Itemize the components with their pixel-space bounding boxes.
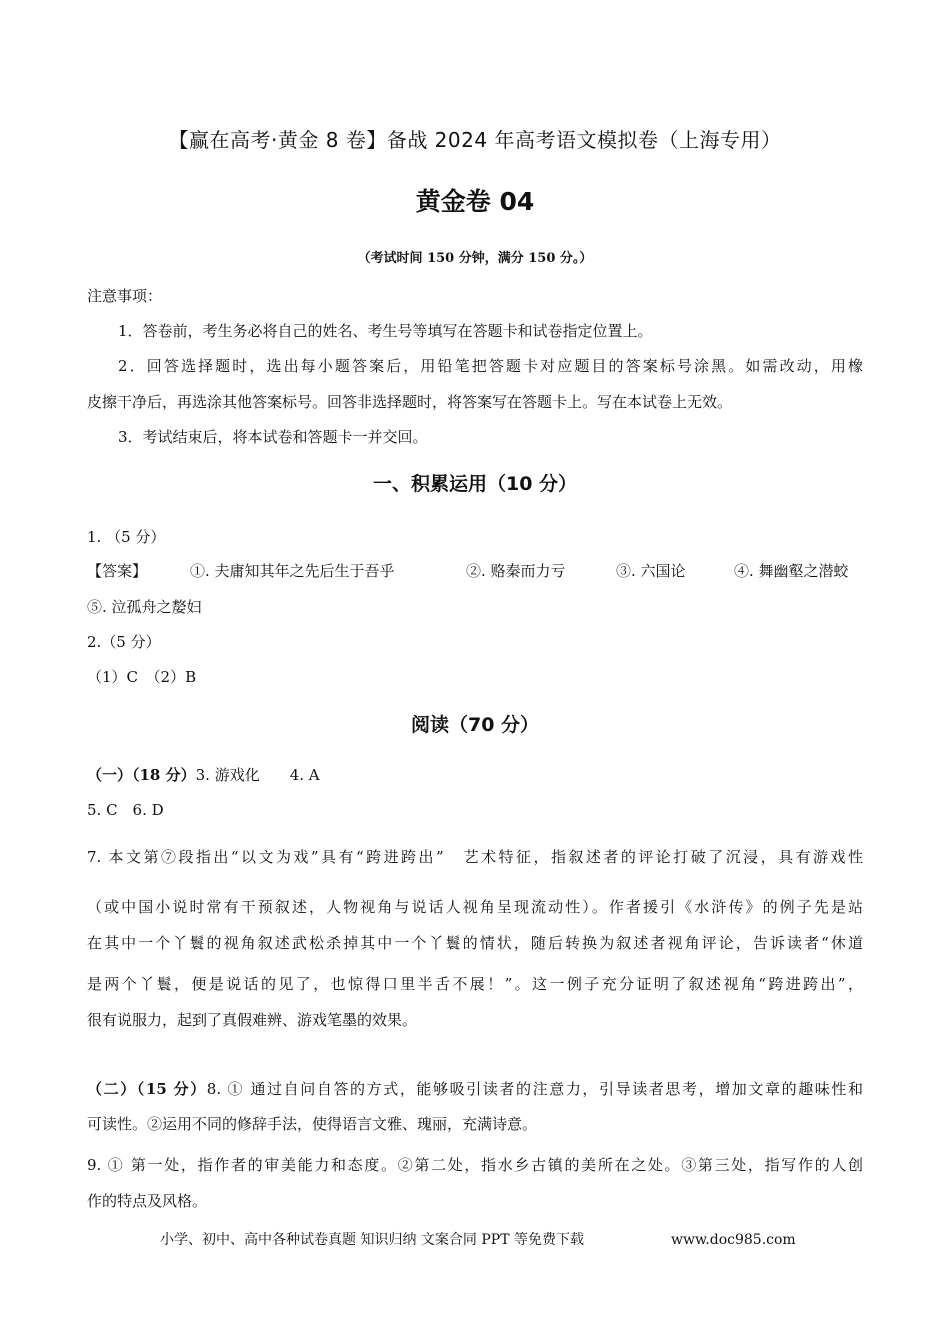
q1-answer-3: ③. 六国论 [616,562,686,580]
notice-item-2-line-1: 2．回答选择题时，选出每小题答案后，用铅笔把答题卡对应题目的答案标号涂黑。如需改动，用橡 [118,357,863,375]
q1-answer-row [87,560,867,582]
q7-line-1: 7. 本文第⑦段指出“以文为戏”具有“跨进跨出” 艺术特征，指叙述者的评论打破了沉浸，具有游戏性 [87,848,863,866]
q8-line-1: 8. ① 通过自问自答的方式，能够吸引读者的注意力，引导读者思考，增加文章的趣味性和 [206,1080,863,1098]
part-1-label: （一）（18 分） [87,766,196,784]
q7-line-5: 很有说服力，起到了真假难辨、游戏笔墨的效果。 [87,1011,418,1029]
main-title: 【赢在高考·黄金 8 卷】备战 2024 年高考语文模拟卷（上海专用） [168,128,782,152]
q1-answer-2: ②. 赂秦而力亏 [466,562,566,580]
q1-label: 1. （5 分） [87,528,166,546]
part-2-row [87,1078,863,1100]
answer-tag: 【答案】 [87,562,148,580]
q1-answer-4: ④. 舞幽壑之潜蛟 [734,562,849,580]
footer-text: 小学、初中、高中各种试卷真题 知识归纳 文案合同 PPT 等免费下载 [160,1232,584,1248]
part-1-answers: 3. 游戏化 4. A [195,766,320,784]
sub-title: 黄金卷 04 [415,187,535,216]
section-2-title: 阅读（70 分） [410,714,540,736]
q7-line-3: 在其中一个丫鬟的视角叙述武松杀掉其中一个丫鬟的情状，随后转换为叙述者视角评论，告诉读者“休道 [87,934,863,952]
q1-answer-1: ①. 夫庸知其年之先后生于吾乎 [190,562,395,580]
exam-time: （考试时间 150 分钟，满分 150 分。） [357,251,593,266]
section-1-title: 一、积累运用（10 分） [372,473,578,495]
q5-6-answers: 5. C 6. D [87,801,164,819]
notice-heading: 注意事项： [87,287,163,305]
q7-line-2: （或中国小说时常有干预叙述，人物视角与说话人视角呈现流动性）。作者援引《水浒传》的例子先是站 [87,898,863,916]
notice-item-1: 1．答卷前，考生务必将自己的姓名、考生号等填写在答题卡和试卷指定位置上。 [118,322,653,340]
q8-line-2: 可读性。②运用不同的修辞手法，使得语言文雅、瑰丽，充满诗意。 [87,1115,538,1133]
q9-line-1: 9. ① 第一处，指作者的审美能力和态度。②第二处，指水乡古镇的美所在之处。③第三处，指写作的人创 [87,1156,863,1174]
footer-url[interactable]: www.doc985.com [671,1232,796,1248]
q2-answers: （1）C （2）B [87,668,197,686]
q1-answer-5: ⑤. 泣孤舟之嫠妇 [87,598,202,616]
q7-line-4: 是两个丫鬟，便是说话的见了，也惊得口里半舌不展！”。这一例子充分证明了叙述视角“跨进跨出”， [87,975,863,993]
notice-item-2-line-2: 皮擦干净后，再选涂其他答案标号。回答非选择题时，将答案写在答题卡上。写在本试卷上无效。 [87,393,733,411]
part-2-label: （二）（15 分） [87,1080,207,1098]
notice-item-3: 3．考试结束后，将本试卷和答题卡一并交回。 [118,428,428,446]
q2-label: 2.（5 分） [87,633,161,651]
q9-line-2: 作的特点及风格。 [87,1192,208,1210]
part-1-row [87,764,320,786]
